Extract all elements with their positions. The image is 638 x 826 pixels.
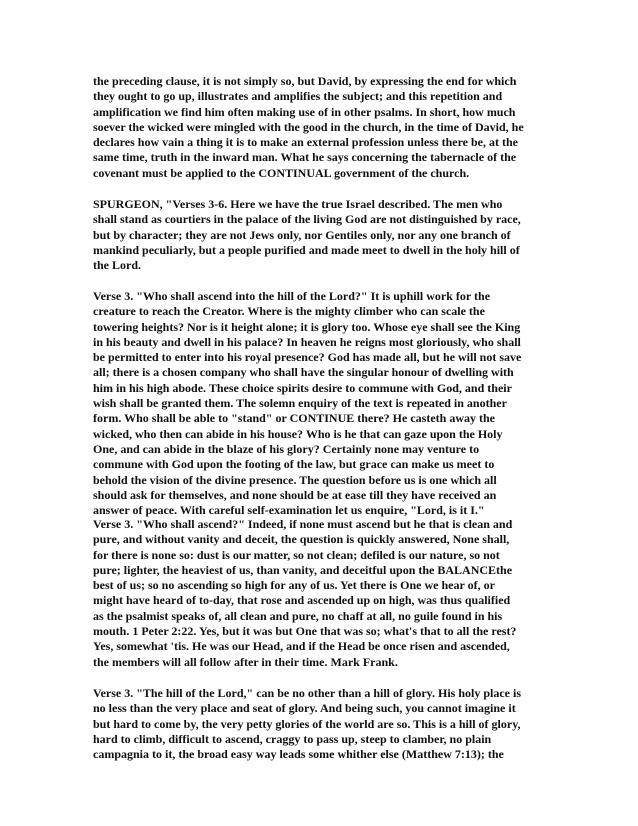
text-line: wish shall be granted them. The solemn enquiry of the text is repeated in another — [93, 396, 507, 411]
text-line: answer of peace. With careful self-examination let us enquire, "Lord, is it I." — [93, 503, 485, 518]
text-line: Yes, somewhat 'tis. He was our Head, and if the Head be once risen and ascended, — [93, 639, 510, 654]
text-line: might have heard of to-day, that rose and ascended up on high, was thus qualified — [93, 593, 511, 608]
text-line: mankind peculiarly, but a people purified and made meet to dwell in the holy hill of — [93, 242, 520, 257]
text-line: as the psalmist speaks of, all clean and pure, no chaff at all, no guile found in his — [93, 608, 503, 623]
text-line: pure, and without vanity and deceit, the question is quickly answered, None shall, — [93, 532, 510, 547]
text-line: amplification we find him often making use of in other psalms. In short, how much — [93, 104, 516, 119]
text-line: soever the wicked were mingled with the good in the church, in the time of David, he — [93, 119, 524, 134]
paragraph-verse-3-who-shall-ascend-hill — [93, 289, 553, 518]
text-line: campagnia to it, the broad easy way leads some whither else (Matthew 7:13); the — [93, 747, 504, 762]
text-line: in his beauty and dwell in his palace? In heaven he reigns most gloriously, who shall — [93, 334, 521, 349]
text-line: same time, truth in the inward man. What he says concerning the tabernacle of the — [93, 150, 517, 165]
text-line: best of us; so no ascending so high for any of us. Yet there is One we hear of, or — [93, 578, 495, 593]
text-line: but by character; they are not Jews only, nor Gentiles only, nor any one branch of — [93, 227, 511, 242]
text-line: the preceding clause, it is not simply so, but David, by expressing the end for which — [93, 74, 517, 88]
text-line: for there is none so: dust is our matter, so not clean; defiled is our nature, so not — [93, 547, 500, 562]
text-line: Verse 3. "The hill of the Lord," can be no other than a hill of glory. His holy place is — [93, 686, 522, 700]
paragraph-verse-3-who-shall-ascend — [93, 517, 553, 670]
text-line: the Lord. — [93, 258, 141, 273]
text-line: pure; lighter, the heaviest of us, than vanity, and deceitful upon the BALANCEthe — [93, 562, 513, 577]
text-line: but hard to come by, the very petty glories of the world are so. This is a hill of glory, — [93, 716, 521, 731]
text-line: towering heights? Nor is it height alone; it is glory too. Whose eye shall see the King — [93, 319, 521, 334]
paragraph-verse-3-hill-of-the-lord — [93, 686, 553, 762]
text-line: the members will all follow after in their time. Mark Frank. — [93, 654, 398, 669]
text-line: commune with God upon the footing of the law, but grace can make us meet to — [93, 457, 495, 472]
text-line: be permitted to enter into his royal presence? God has made all, but he will not save — [93, 350, 522, 365]
text-line: Verse 3. "Who shall ascend into the hill of the Lord?" It is uphill work for the — [93, 289, 491, 303]
text-line: should ask for themselves, and none should be at ease till they have received an — [93, 487, 497, 502]
paragraph-calvin-continuation — [93, 74, 553, 181]
text-line: behold the vision of the divine presence. The question before us is one which all — [93, 472, 497, 487]
paragraph-spurgeon-verses-3-6 — [93, 197, 553, 273]
text-line: One, and can abide in the blaze of his glory? Certainly none may venture to — [93, 441, 480, 456]
text-line: form. Who shall be able to "stand" or CONTINUE there? He casteth away the — [93, 411, 495, 426]
text-line: Verse 3. "Who shall ascend?" Indeed, if none must ascend but he that is clean and — [93, 517, 513, 531]
text-line: covenant must be applied to the CONTINUAL government of the church. — [93, 165, 470, 180]
text-line: they ought to go up, illustrates and amplifies the subject; and this repetition and — [93, 89, 503, 104]
text-line: declares how vain a thing it is to make an external profession unless there be, at the — [93, 135, 518, 150]
text-line: hard to climb, difficult to ascend, craggy to pass up, steep to clamber, no plain — [93, 731, 492, 746]
text-line: creature to reach the Creator. Where is the mighty climber who can scale the — [93, 304, 485, 319]
text-line: him in his high abode. These choice spirits desire to commune with God, and their — [93, 380, 512, 395]
text-line: mouth. 1 Peter 2:22. Yes, but it was but One that was so; what's that to all the rest? — [93, 624, 517, 639]
text-line: no less than the very place and seat of glory. And being such, you cannot imagine it — [93, 701, 516, 716]
text-line: SPURGEON, "Verses 3-6. Here we have the true Israel described. The men who — [93, 197, 503, 211]
text-line: wicked, who then can abide in his house? Who is he that can gaze upon the Holy — [93, 426, 503, 441]
text-line: all; there is a chosen company who shall have the singular honour of dwelling with — [93, 365, 514, 380]
text-line: shall stand as courtiers in the palace of the living God are not distinguished by race, — [93, 212, 521, 227]
